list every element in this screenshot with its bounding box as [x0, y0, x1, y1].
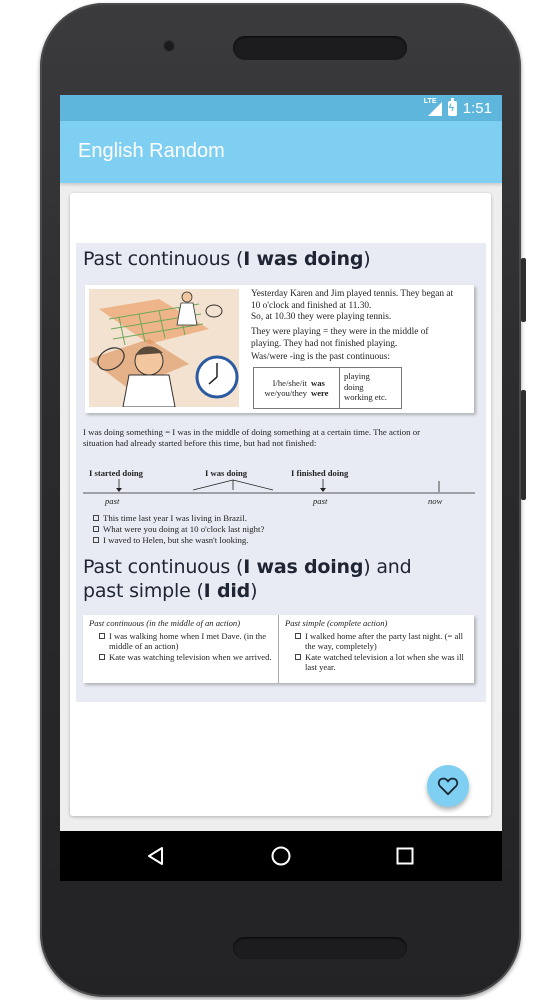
volume-button	[521, 390, 526, 500]
network-type: LTE	[423, 98, 437, 105]
lesson-card[interactable]	[70, 193, 491, 816]
bottom-speaker	[233, 937, 407, 959]
illustration-panel	[85, 285, 474, 413]
status-bar	[60, 95, 502, 121]
past-simple-column: Past simple (complete action) I walked home after the party last night. (= all the way, completely) Kate watched television a lot when she was ill last year.	[278, 615, 474, 683]
battery-icon: ϟ	[448, 101, 457, 116]
list-item: I was walking home when I met Dave. (in the middle of an action)	[99, 631, 272, 652]
lesson-heading-2: Past continuous (I was doing) and past simple (I did)	[83, 556, 412, 602]
conjugation-table: I/he/she/it we/you/they was were playing doing working etc.	[253, 367, 402, 409]
timeline-diagram: I started doing I was doing I finished doing past past now	[83, 468, 475, 508]
front-camera	[164, 41, 174, 51]
favorite-button[interactable]	[427, 765, 469, 807]
device-screen	[60, 95, 502, 881]
power-button	[521, 258, 526, 322]
example-paragraph: Yesterday Karen and Jim played tennis. They began at 10 o'clock and finished at 11.30. So, at 10.30 they were playing tennis.	[251, 289, 454, 322]
app-bar	[60, 121, 502, 183]
list-item: I waved to Helen, but she wasn't looking.	[93, 535, 264, 546]
comparison-table	[83, 615, 474, 683]
navigation-bar	[60, 831, 502, 881]
home-circle-icon[interactable]	[269, 844, 293, 868]
example-list	[93, 513, 264, 546]
list-item: I walked home after the party last night. (= all the way, completely)	[295, 631, 468, 652]
lesson-heading-1: Past continuous (I was doing)	[83, 248, 371, 270]
back-triangle-icon[interactable]	[144, 844, 168, 868]
lte-signal-icon	[424, 100, 442, 116]
meaning-paragraph: They were playing = they were in the middle of playing. They had not finished playing.	[251, 327, 429, 349]
app-title: English Random	[78, 140, 225, 162]
timeline-arrows	[83, 478, 475, 494]
list-item: Kate watched television a lot when she was ill last year.	[295, 652, 468, 673]
heart-outline-icon	[437, 776, 459, 796]
rule-line: Was/were -ing is the past continuous:	[251, 352, 390, 362]
list-item: Kate was watching television when we arrived.	[99, 652, 272, 663]
past-continuous-column: Past continuous (in the middle of an action) I was walking home when I met Dave. (in the middle of an action) Kate was watching television when we arrived.	[89, 618, 272, 662]
list-item: This time last year I was living in Brazil.	[93, 513, 264, 524]
tennis-players-illustration	[89, 289, 239, 407]
status-time: 1:51	[462, 99, 492, 117]
recents-square-icon[interactable]	[393, 844, 417, 868]
definition-paragraph: I was doing something = I was in the middle of doing something at a certain time. The action or situation had already started before this time, but had not finished:	[83, 427, 421, 448]
earpiece-speaker	[233, 36, 407, 60]
list-item: What were you doing at 10 o'clock last night?	[93, 524, 264, 535]
lesson-image	[76, 243, 486, 702]
